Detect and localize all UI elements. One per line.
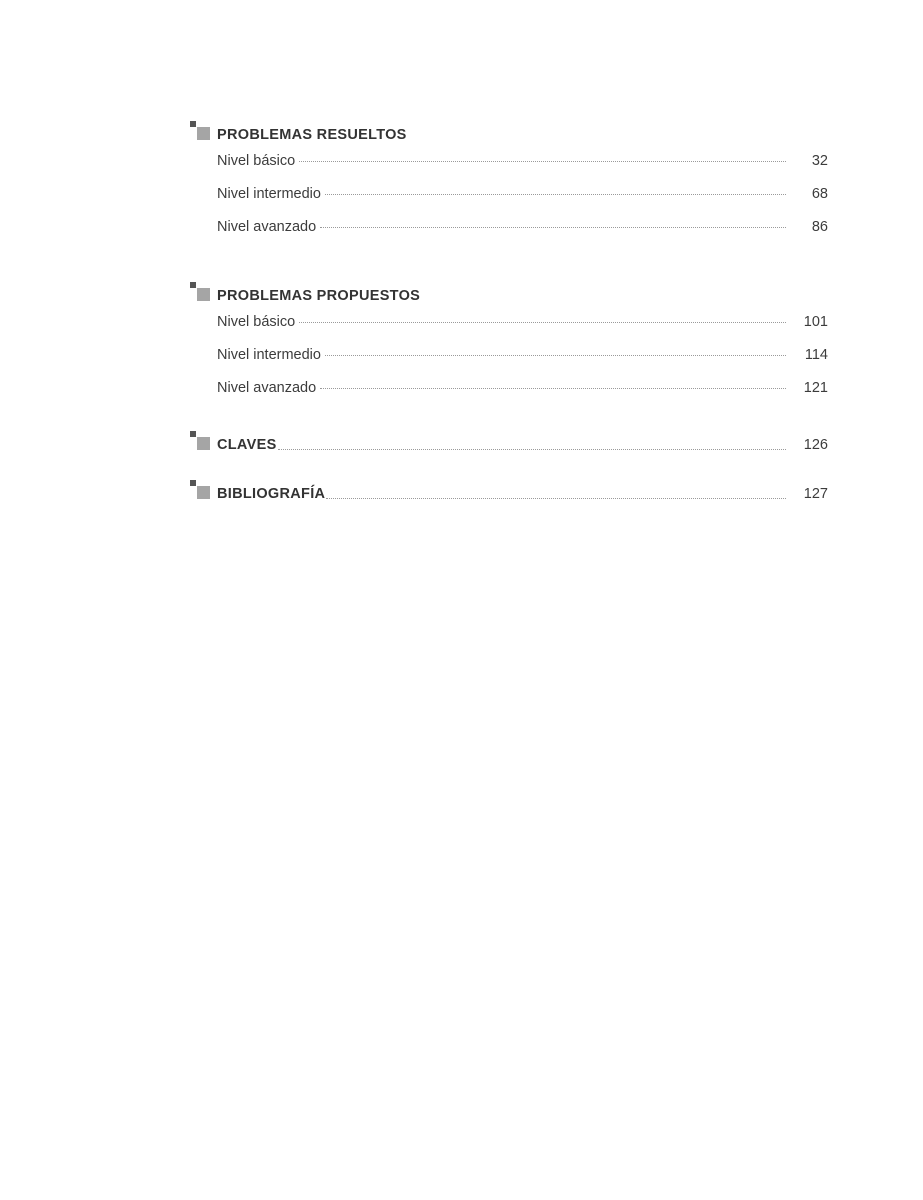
toc-heading[interactable] [188,480,828,502]
toc-entry[interactable] [217,219,828,252]
toc-section-problemas-propuestos [188,282,828,413]
toc-entry-label: Nivel avanzado [217,219,317,235]
toc-entry-page: 126 [803,437,828,453]
dot-leader [326,497,786,499]
toc-entry-label: Nivel intermedio [217,186,321,202]
toc-heading-label: BIBLIOGRAFÍA [217,486,326,502]
dot-leader [278,448,786,450]
toc-section-claves [188,431,828,453]
toc-entry[interactable] [217,186,828,219]
toc-entry-page: 68 [811,186,828,202]
dot-leader [325,354,786,356]
toc-entry[interactable] [217,314,828,347]
toc-entry-page: 101 [803,314,828,330]
toc-entry-label: Nivel avanzado [217,380,317,396]
toc-entry-page: 121 [803,380,828,396]
toc-section-bibliografia [188,480,828,502]
toc-entry-page: 127 [803,486,828,502]
toc-heading-label: PROBLEMAS PROPUESTOS [217,288,421,304]
toc-entry[interactable] [217,153,828,186]
toc-entry-label: Nivel básico [217,314,296,330]
toc-heading[interactable] [188,431,828,453]
toc-entry-page: 32 [811,153,828,169]
toc-entry[interactable] [217,347,828,380]
dot-leader [299,321,786,323]
toc-entry-label: Nivel básico [217,153,296,169]
toc-heading-label: CLAVES [217,437,277,453]
toc-heading-label: PROBLEMAS RESUELTOS [217,127,407,143]
toc-section-problemas-resueltos [188,121,828,252]
dot-leader [320,387,786,389]
dot-leader [325,193,786,195]
toc-entry-label: Nivel intermedio [217,347,321,363]
dot-leader [320,226,786,228]
toc-entry-page: 114 [804,347,828,363]
dot-leader [299,160,786,162]
toc-heading[interactable] [188,282,828,304]
toc-entry-page: 86 [811,219,828,235]
toc-heading[interactable] [188,121,828,143]
toc-entry[interactable] [217,380,828,413]
